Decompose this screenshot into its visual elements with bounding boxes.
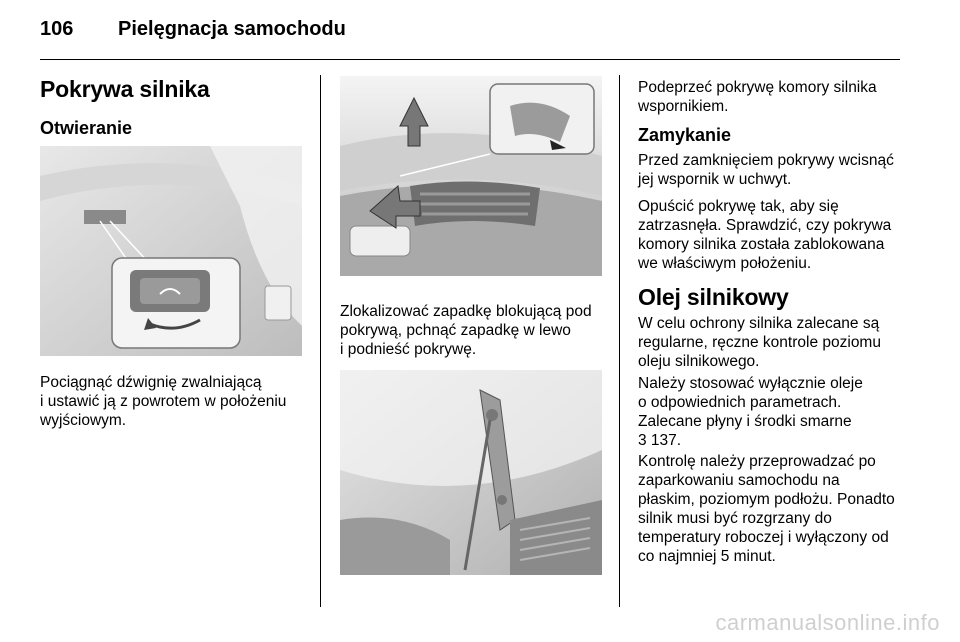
section-title-engine-oil: Olej silnikowy [638, 284, 789, 310]
column-divider-2 [619, 75, 620, 607]
caption-hood-latch: Zlokalizować zapadkę blokującą pod pokrywą, pchnąć zapadkę w lewo i podnieść pokrywę. [340, 303, 592, 358]
para-oil-2: Należy stosować wyłącznie oleje o odpowiednich parametrach. Zalecane płyny i środki smarne 3 137. [638, 375, 863, 449]
para-oil-1: W celu ochrony silnika zalecane są regularne, ręczne kontrole poziomu oleju silnikowego. [638, 315, 881, 370]
figure-hood-latch [340, 76, 602, 276]
column-divider-1 [320, 75, 321, 607]
figure-release-lever [40, 146, 302, 356]
caption-release-lever: Pociągnąć dźwignię zwalniającą i ustawić ją z powrotem w położeniu wyjściowym. [40, 374, 287, 429]
subsection-title-closing: Zamykanie [638, 125, 732, 145]
running-title: Pielęgnacja samochodu [118, 18, 346, 40]
watermark: carmanualsonline.info [715, 610, 940, 635]
subsection-title-opening: Otwieranie [40, 118, 133, 138]
header-rule [40, 59, 900, 60]
page-number: 106 [40, 18, 74, 40]
para-closing-2: Opuścić pokrywę tak, aby się zatrzasnęła. Sprawdzić, czy pokrywa komory silnika została zablokowana we właściwym położeniu. [638, 198, 892, 272]
section-title-hood: Pokrywa silnika [40, 76, 210, 102]
para-oil-3: Kontrolę należy przeprowadzać po zaparkowaniu samochodu na płaskim, poziomym podłożu. Ponadto silnik musi być rozgrzany do temperatury roboczej i wyłączony od co najmniej 5 minut. [638, 453, 895, 565]
para-closing-1: Przed zamknięciem pokrywy wcisnąć jej wspornik w uchwyt. [638, 152, 894, 188]
para-hood-support: Podeprzeć pokrywę komory silnika wspornikiem. [638, 79, 877, 115]
page-header [40, 18, 900, 58]
figure-hood-support [340, 370, 602, 575]
